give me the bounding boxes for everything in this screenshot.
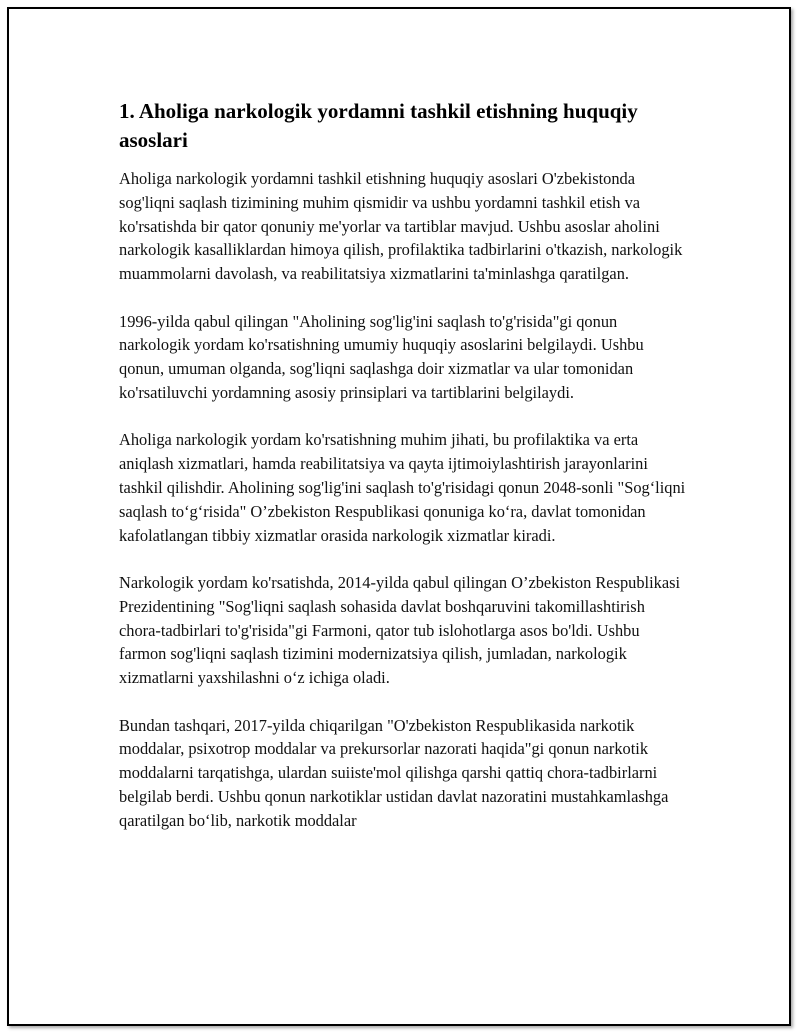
- section-heading: 1. Aholiga narkologik yordamni tashkil etishning huquqiy asoslari: [119, 99, 638, 152]
- paragraph-1: Aholiga narkologik yordamni tashkil etishning huquqiy asoslari O'zbekistonda sog'liqni saqlash tizimining muhim qismidir va ushbu yordamni tashkil etish va ko'rsatishda bir qator qonuniy me'yorlar va tartiblar mavjud. Ushbu asoslar aholini narkologik kasalliklardan himoya qilish, profilaktika tadbirlarini o'tkazish, narkologik muammolarni davolash, va reabilitatsiya xizmatlarini ta'minlashga qaratilgan.: [119, 169, 683, 284]
- paragraph-3: Aholiga narkologik yordam ko'rsatishning muhim jihati, bu profilaktika va erta aniqlash xizmatlari, hamda reabilitatsiya va qayta ijtimoiylashtirish jarayonlarini tashkil qilishdir. Aholining sog'lig'ini saqlash to'g'risidagi qonun 2048-sonli "Sog‘liqni saqlash to‘g‘risida" O’zbekiston Respublikasi qonuniga ko‘ra, davlat tomonidan kafolatlangan tibbiy xizmatlar orasida narkologik xizmatlar kiradi.: [119, 430, 686, 545]
- paragraph-2: 1996-yilda qabul qilingan "Aholining sog'lig'ini saqlash to'g'risida"gi qonun narkologik yordam ko'rsatishning umumiy huquqiy asoslarini belgilaydi. Ushbu qonun, umuman olganda, sog'liqni saqlashga doir xizmatlar va ular tomonidan ko'rsatiluvchi yordamning asosiy prinsiplari va tartiblarini belgilaydi.: [119, 311, 644, 402]
- document-page: [7, 7, 791, 1026]
- paragraph-4: Narkologik yordam ko'rsatishda, 2014-yilda qabul qilingan O’zbekiston Respublikasi Prezidentining "Sog'liqni saqlash sohasida davlat boshqaruvini takomillashtirish chora-tadbirlari to'g'risida"gi Farmoni, qator tub islohotlarga asos bo'ldi. Ushbu farmon sog'liqni saqlash tizimini modernizatsiya qilish, jumladan, narkologik xizmatlarni yaxshilashni o‘z ichiga oladi.: [119, 572, 681, 688]
- paragraph-5: Bundan tashqari, 2017-yilda chiqarilgan "O'zbekiston Respublikasida narkotik moddalar, psixotrop moddalar va prekursorlar nazorati haqida"gi qonun narkotik moddalarni tarqatishga, ulardan suiiste'mol qilishga qarshi qattiq chora-tadbirlarni belgilab berdi. Ushbu qonun narkotiklar ustidan davlat nazoratini mustahkamlashga qaratilgan bo‘lib, narkotik moddalar: [119, 715, 669, 830]
- document-body: [119, 97, 689, 856]
